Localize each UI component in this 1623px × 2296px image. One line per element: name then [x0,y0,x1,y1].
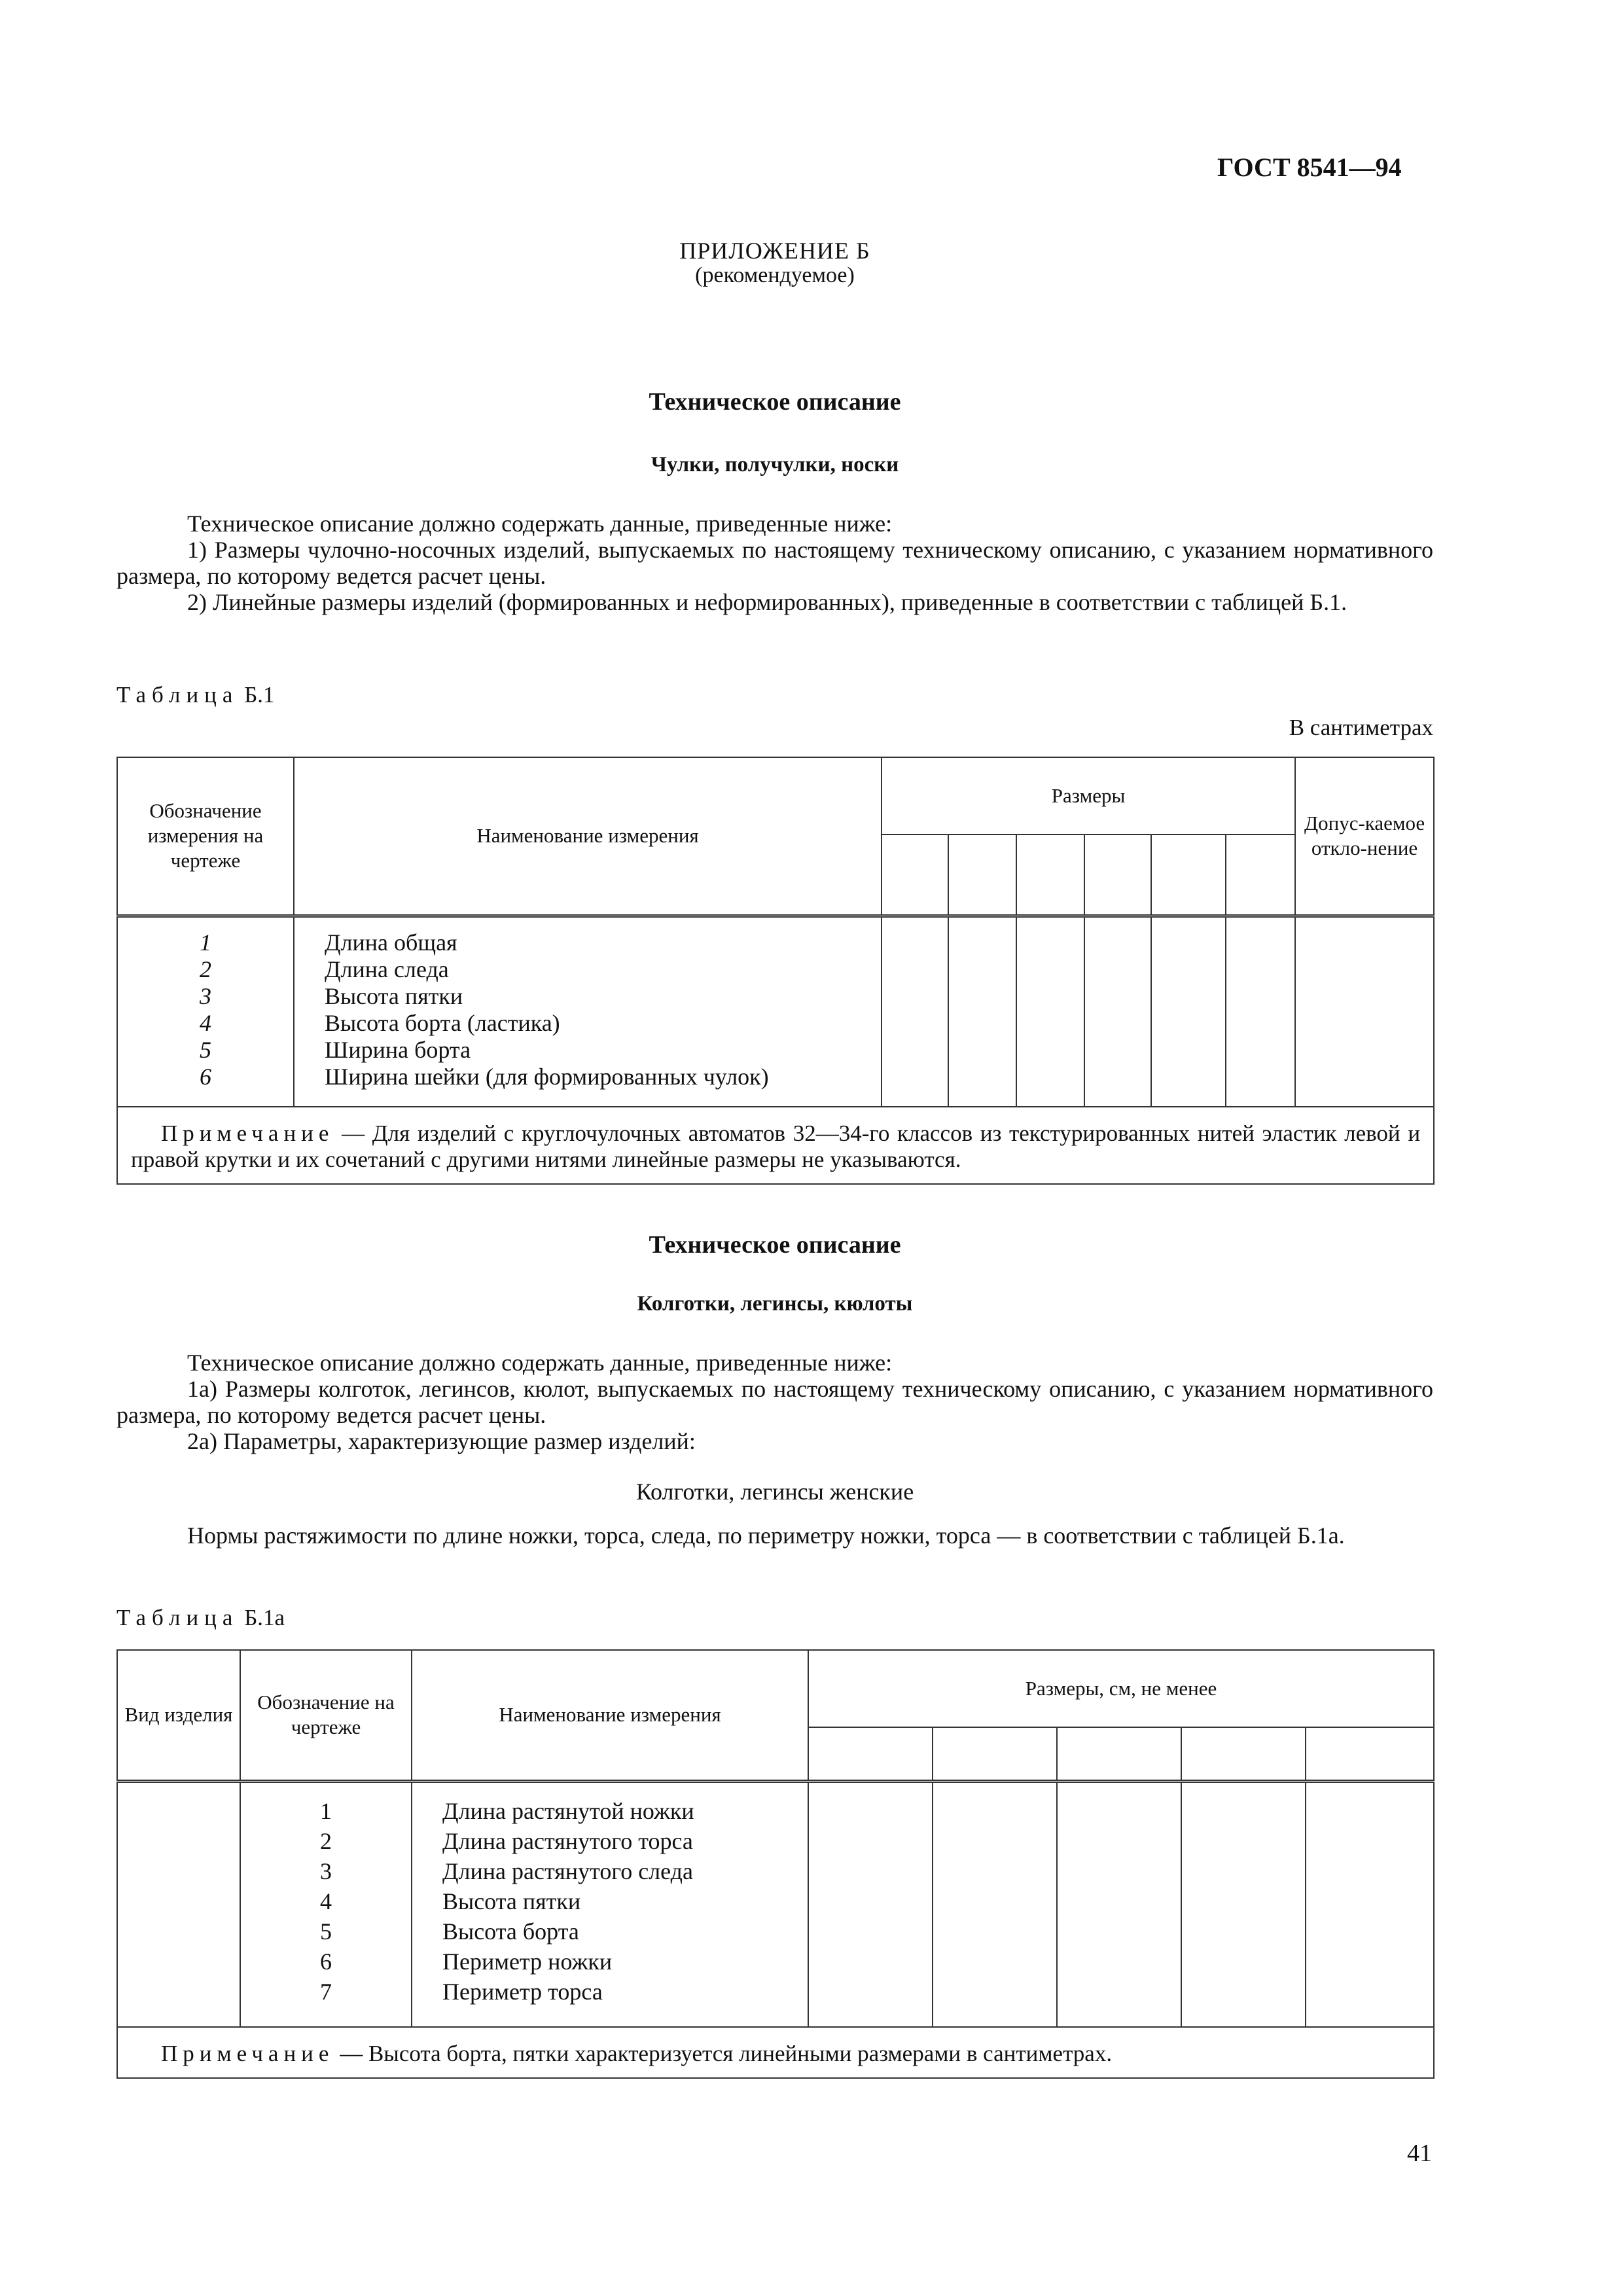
size-cell [948,834,1016,916]
size-cell [882,834,948,916]
table-b1a [116,1649,1435,2079]
table-b1-units: В сантиметрах [1289,715,1433,740]
size-cell [933,1781,1057,2027]
measurement-name: Высота пятки [442,1888,581,1914]
row-number: 3 [200,982,211,1009]
size-cell [1151,916,1226,1107]
size-cell [1016,916,1084,1107]
size-cell [808,1727,933,1781]
paragraph: 2) Линейные размеры изделий (формированных и неформированных), приведенные в соответствии с таблицей Б.1. [187,589,1347,615]
table-b1-caption [116,682,275,708]
note-word: Примечание [161,2041,334,2066]
col-name-header: Наименование измерения [294,757,882,916]
row-number: 6 [320,1948,332,1975]
measurement-name: Периметр торса [442,1978,603,2005]
caption-id: Б.1 [244,682,275,708]
row-number: 5 [200,1036,211,1063]
row-number: 5 [320,1918,332,1945]
page-number: 41 [1407,2140,1432,2167]
measurement-name: Высота борта (ластика) [325,1009,560,1036]
measurement-name: Длина общая [325,929,457,956]
col-kind-header: Вид изделия [117,1650,240,1781]
measurement-name: Ширина борта [325,1036,471,1063]
table-b1 [116,757,1435,1185]
size-cell [1016,834,1084,916]
designation-column [240,1781,412,2027]
note-text: — Для изделий с круглочулочных автоматов 32—34-го классов из текстурированных нитей эластик левой и правой крутки и их сочетаний с другими нитями линейные размеры не указываются. [131,1121,1421,1172]
section2-centered-line: Колготки, легинсы женские [635,1479,914,1505]
designation-column [117,916,294,1107]
appendix-title: ПРИЛОЖЕНИЕ Б [679,238,870,264]
size-cell [1226,834,1295,916]
paragraph: 1) Размеры чулочно-носочных изделий, выпускаемых по настоящему техническому описанию, с указанием нормативного размера, по которому ведется расчет цены. [116,537,1433,589]
section2-text-after [116,1522,1433,1549]
measurement-name: Длина растянутой ножки [442,1797,694,1824]
size-cell [808,1781,933,2027]
col-tolerance-header: Допус-каемое откло-нение [1295,757,1434,916]
note-text: — Высота борта, пятки характеризуется линейными размерами в сантиметрах. [340,2041,1113,2066]
measurement-name: Ширина шейки (для формированных чулок) [325,1063,769,1090]
measurement-name: Высота борта [442,1918,579,1945]
row-number: 1 [200,929,211,956]
row-number: 4 [200,1009,211,1036]
col-designation-header: Обозначение на чертеже [240,1650,412,1781]
row-number: 7 [320,1978,332,2005]
col-sizes-header: Размеры, см, не менее [808,1650,1434,1727]
table-b1a-caption [116,1605,285,1631]
col-designation-header: Обозначение измерения на чертеже [117,757,294,916]
measurement-name: Длина растянутого торса [442,1827,693,1854]
size-cell [1057,1727,1181,1781]
section2-heading: Техническое описание [649,1231,901,1259]
size-cell [1181,1781,1306,2027]
caption-id: Б.1а [244,1605,285,1630]
caption-word: Таблица [116,1605,239,1630]
size-cell [1306,1781,1434,2027]
row-number: 6 [200,1063,211,1090]
section2-subheading: Колготки, легинсы, кюлоты [637,1292,913,1316]
size-cell [1226,916,1295,1107]
row-number: 3 [320,1857,332,1884]
row-number: 2 [200,956,211,982]
paragraph: Техническое описание должно содержать данные, приведенные ниже: [187,511,893,537]
row-number: 1 [320,1797,332,1824]
paragraph: Нормы растяжимости по длине ножки, торса, следа, по периметру ножки, торса — в соответствии с таблицей Б.1а. [187,1522,1345,1549]
table-b1a-note [117,2027,1434,2078]
caption-word: Таблица [116,682,239,708]
measurement-name: Периметр ножки [442,1948,613,1975]
name-column [294,916,882,1107]
section2-text [116,1350,1433,1454]
size-cell [933,1727,1057,1781]
col-name-header: Наименование измерения [412,1650,808,1781]
kind-cell [117,1781,240,2027]
size-cell [1084,916,1151,1107]
measurement-name: Длина растянутого следа [442,1857,693,1884]
size-cell [1181,1727,1306,1781]
size-cell [882,916,948,1107]
measurement-name: Высота пятки [325,982,463,1009]
paragraph: Техническое описание должно содержать данные, приведенные ниже: [187,1350,893,1376]
section1-heading: Техническое описание [649,388,901,416]
note-word: Примечание [161,1121,334,1146]
size-cell [948,916,1016,1107]
section1-subheading: Чулки, получулки, носки [651,453,899,476]
paragraph: 2а) Параметры, характеризующие размер изделий: [187,1428,696,1454]
measurement-name: Длина следа [325,956,449,982]
appendix-subtitle: (рекомендуемое) [695,263,855,287]
name-column [412,1781,808,2027]
size-cell [1057,1781,1181,2027]
standard-number: ГОСТ 8541—94 [1217,152,1402,182]
paragraph: 1а) Размеры колготок, легинсов, кюлот, выпускаемых по настоящему техническому описанию, с указанием нормативного размера, по которому ведется расчет цены. [116,1376,1433,1428]
col-sizes-header: Размеры [882,757,1295,834]
row-number: 4 [320,1888,332,1914]
size-cell [1084,834,1151,916]
size-cell [1306,1727,1434,1781]
tolerance-cell [1295,916,1434,1107]
size-cell [1151,834,1226,916]
section1-text [116,511,1433,615]
table-b1-note [117,1107,1434,1184]
row-number: 2 [320,1827,332,1854]
